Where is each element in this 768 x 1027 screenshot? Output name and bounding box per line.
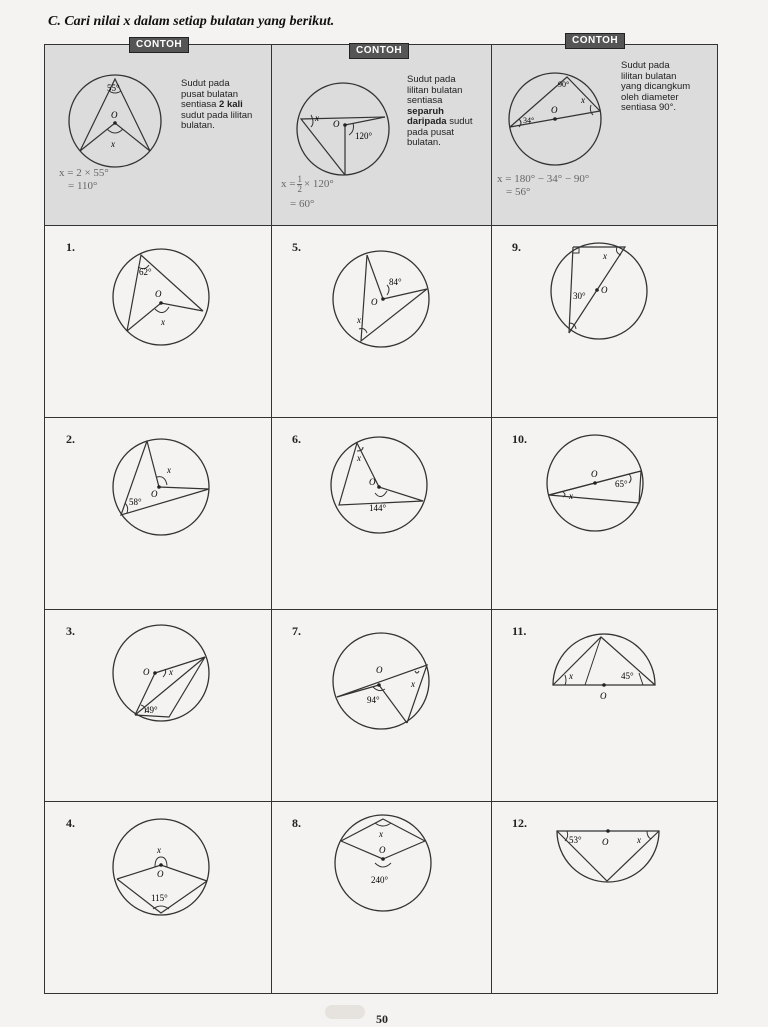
angle-label: 65° [615,479,628,489]
unknown-label: x [157,845,161,855]
problem-number: 2. [66,432,75,446]
problem-cell-9 [491,225,719,417]
center-label: O [601,285,608,295]
problem-number: 12. [512,816,527,830]
problem-number: 9. [512,240,521,254]
angle-label: 62° [139,267,152,277]
unknown-label: x [569,491,573,501]
center-label: O [157,869,164,879]
example-3-diagram [505,69,605,169]
example-2-working: x = $\frac{1}{2}$ × 120° = 60° [281,174,334,210]
problem-cell-8 [271,801,491,995]
example-3-working: x = 180° − 34° − 90° = 56° [497,173,590,198]
problem-2-diagram [111,437,211,537]
center-label: O [155,289,162,299]
unknown-label: x [315,113,319,123]
unknown-label: x [167,465,171,475]
problem-number: 4. [66,816,75,830]
page-number: 50 [376,1012,388,1026]
unknown-label: x [603,251,607,261]
problem-number: 3. [66,624,75,638]
example-badge: CONTOH [349,43,409,59]
angle-label: 240° [371,875,389,885]
angle-label: 90° [558,80,570,89]
problem-3-diagram [111,623,211,723]
center-label: O [143,667,150,677]
unknown-label: x [581,95,585,105]
angle-label: 58° [129,497,142,507]
center-label: O [602,837,609,847]
example-badge: CONTOH [565,33,625,49]
problem-cell-5 [271,225,491,417]
unknown-label: x [357,315,361,325]
problem-5-diagram [331,249,431,349]
example-cell-1 [45,39,271,225]
problem-6-diagram [329,435,429,535]
example-3-rule-note: Sudut pada lilitan bulatan yang dicangkum oleh diameter sentiasa 90°. [621,60,691,113]
problem-number: 10. [512,432,527,446]
unknown-label: x [637,835,641,845]
example-1-diagram [65,71,165,171]
problem-number: 1. [66,240,75,254]
angle-label: 55° [107,83,120,93]
angle-label: 53° [569,835,582,845]
problem-cell-7 [271,609,491,801]
problem-cell-4 [45,801,271,995]
problem-number: 6. [292,432,301,446]
problem-cell-2 [45,417,271,609]
angle-label: 30° [573,291,586,301]
unknown-label: x [569,671,573,681]
center-label: O [551,105,558,115]
problem-number: 7. [292,624,301,638]
unknown-label: x [357,453,361,463]
angle-label: 84° [389,277,402,287]
angle-label: 120° [355,131,373,141]
problem-number: 8. [292,816,301,830]
angle-label: 144° [369,503,387,513]
problem-7-diagram [331,631,431,731]
problem-4-diagram [111,817,211,917]
problem-12-diagram [553,823,663,893]
example-badge: CONTOH [129,37,189,53]
unknown-label: x [169,667,173,677]
problem-cell-1 [45,225,271,417]
problem-8-diagram [333,813,433,913]
example-2-diagram [293,79,393,179]
problem-cell-11 [491,609,719,801]
example-cell-2 [271,45,491,225]
center-label: O [333,119,340,129]
unknown-label: x [411,679,415,689]
angle-label: 94° [367,695,380,705]
center-label: O [591,469,598,479]
example-2-rule-note: Sudut pada lilitan bulatan sentiasa separuh daripada sudut pada pusat bulatan. [407,74,473,148]
center-label: O [151,489,158,499]
center-label: O [369,477,376,487]
problem-11-diagram [549,631,659,711]
center-label: O [379,845,386,855]
angle-label: 45° [621,671,634,681]
angle-label: 115° [151,893,168,903]
angle-label: 34° [523,116,535,125]
problem-cell-10 [491,417,719,609]
center-label: O [371,297,378,307]
center-label: O [600,691,607,701]
exercise-heading: C. Cari nilai x dalam setiap bulatan yang berikut. [48,14,335,29]
example-1-rule-note: Sudut pada pusat bulatan sentiasa 2 kali sudut pada lilitan bulatan. [181,78,253,131]
unknown-label: x [111,139,115,149]
unknown-label: x [379,829,383,839]
problem-cell-3 [45,609,271,801]
center-label: O [111,110,118,120]
problem-cell-6 [271,417,491,609]
problem-9-diagram [549,241,649,341]
page-smudge [325,1005,365,1019]
example-cell-3 [491,35,719,225]
exercise-table [44,35,718,994]
problem-1-diagram [111,247,211,347]
center-label: O [376,665,383,675]
example-1-working: x = 2 × 55° = 110° [59,167,109,192]
problem-10-diagram [545,433,645,533]
problem-number: 11. [512,624,527,638]
unknown-label: x [161,317,165,327]
problem-cell-12 [491,801,719,995]
angle-label: 49° [145,705,158,715]
problem-number: 5. [292,240,301,254]
